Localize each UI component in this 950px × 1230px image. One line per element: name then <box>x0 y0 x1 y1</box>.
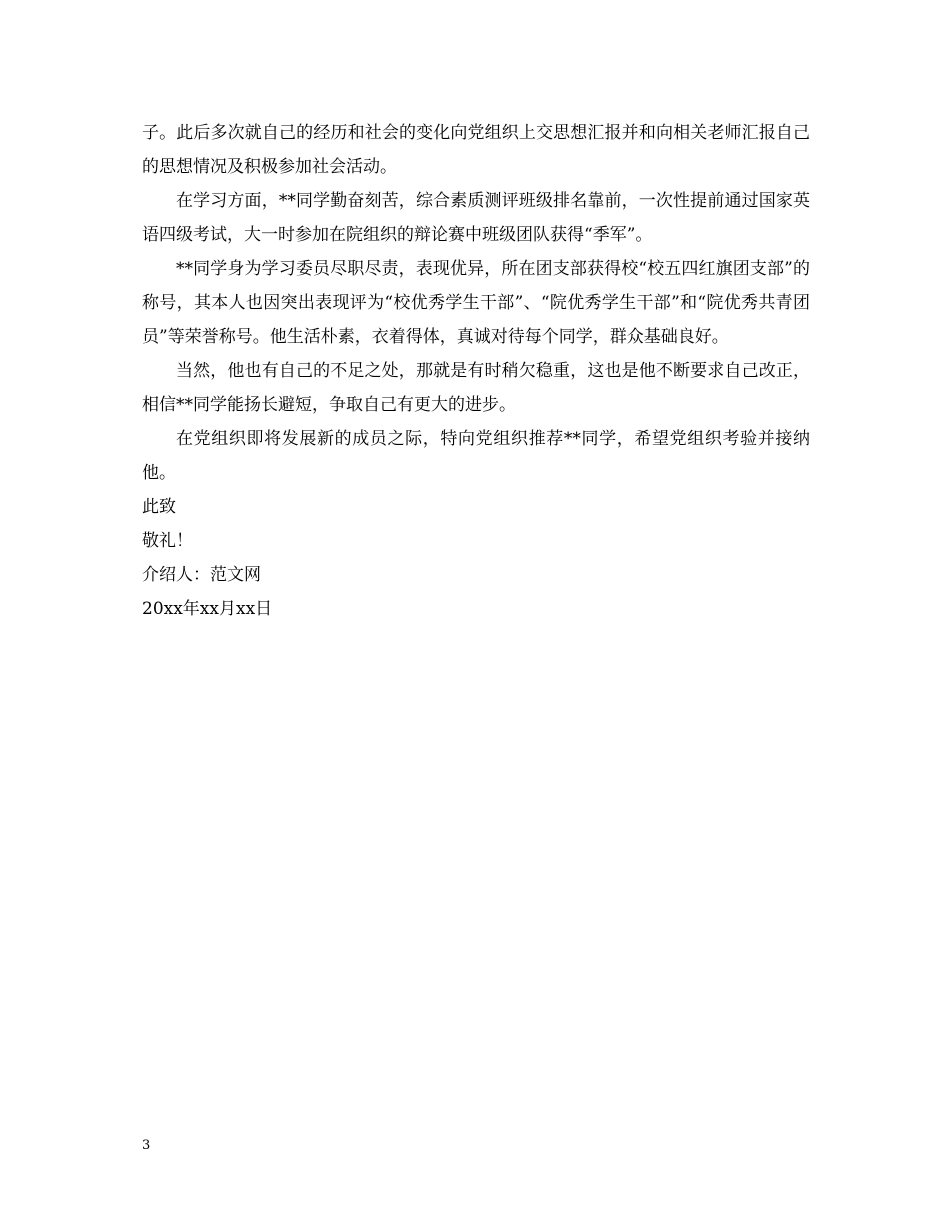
page-number: 3 <box>142 1138 151 1153</box>
closing-salutation: 此致 <box>142 497 176 517</box>
paragraph-study: 在学习方面，**同学勤奋刻苦，综合素质测评班级排名靠前，一次性提前通过国家英语四级考试，大一时参加在院组织的辩论赛中班级团队获得“季军”。 <box>142 191 810 245</box>
date-line: 20xx年xx月xx日 <box>142 599 273 619</box>
closing-regards: 敬礼！ <box>142 531 193 551</box>
paragraph-shortcomings: 当然，他也有自己的不足之处，那就是有时稍欠稳重，这也是他不断要求自己改正，相信**同学能扬长避短，争取自己有更大的进步。 <box>142 361 810 415</box>
paragraph-recommendation: 在党组织即将发展新的成员之际，特向党组织推荐**同学，希望党组织考验并接纳他。 <box>142 429 810 483</box>
paragraph-performance: **同学身为学习委员尽职尽责，表现优异，所在团支部获得校“校五四红旗团支部”的称号，其本人也因突出表现评为“校优秀学生干部”、“院优秀学生干部”和“院优秀共青团员”等荣誉称号。他生活朴素，衣着得体，真诚对待每个同学，群众基础良好。 <box>142 259 810 347</box>
paragraph-continuation: 子。此后多次就自己的经历和社会的变化向党组织上交思想汇报并和向相关老师汇报自己的思想情况及积极参加社会活动。 <box>142 123 810 177</box>
letter-body <box>142 116 810 626</box>
introducer-line: 介绍人：范文网 <box>142 565 261 585</box>
